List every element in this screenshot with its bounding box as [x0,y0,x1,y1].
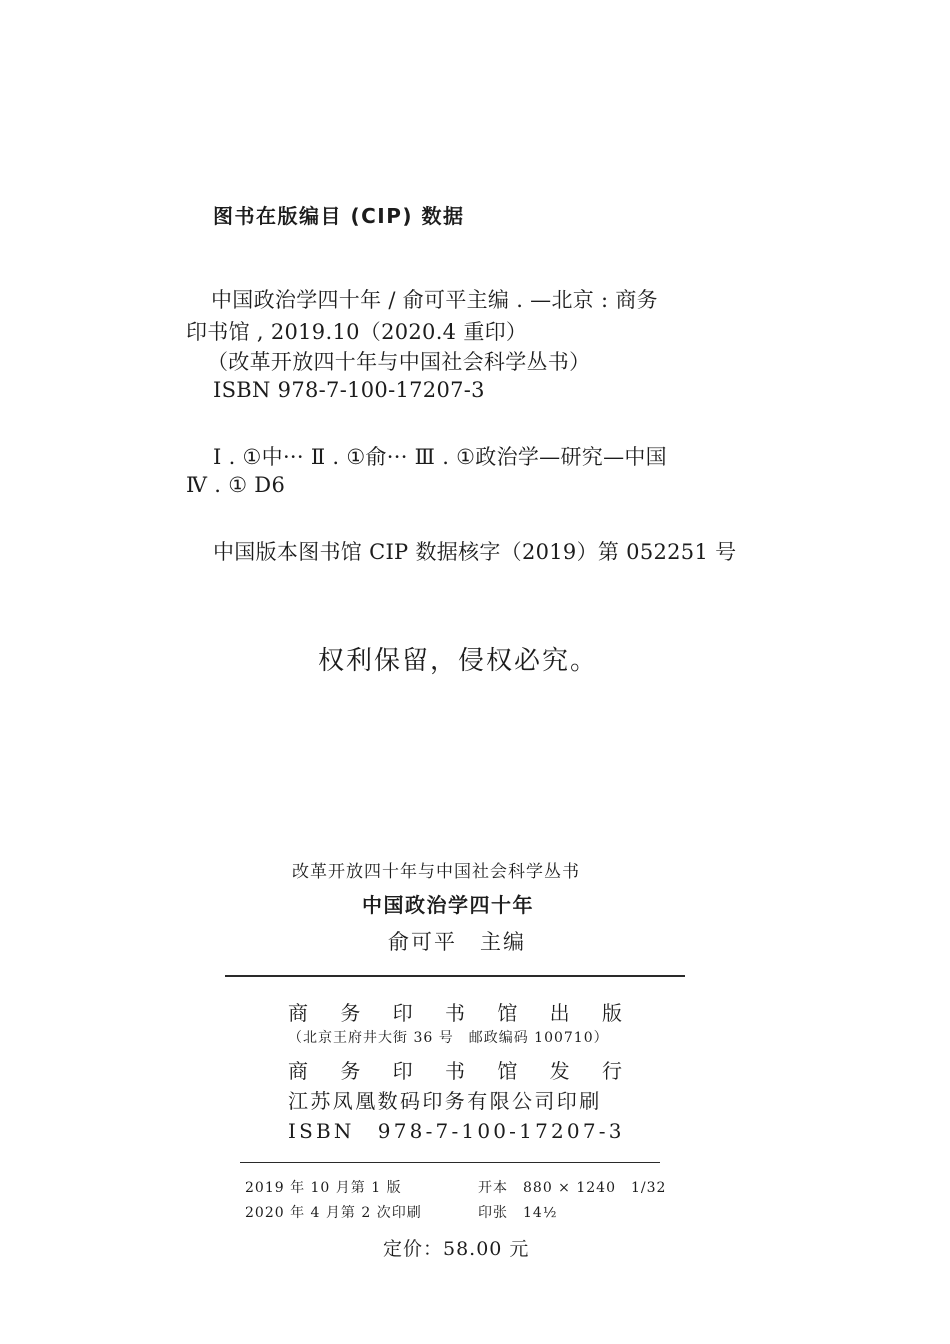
distributor-char: 发 [549,1059,570,1083]
publisher-char: 书 [444,1001,465,1025]
publisher-char: 版 [601,1001,622,1025]
colophon-series: 改革开放四十年与中国社会科学丛书 [292,862,580,882]
distributor-char: 务 [340,1059,361,1083]
colophon-book-title: 中国政治学四十年 [362,893,534,917]
colophon-publisher [288,997,622,1026]
distributor-char: 商 [288,1059,308,1083]
colophon-bottom-rule [240,1162,660,1163]
format-info: 开本 880 × 1240 1/32 [478,1180,667,1196]
rights-notice: 权利保留，侵权必究。 [318,646,599,676]
cip-classification-line: Ⅰ . ①中··· Ⅱ . ①俞··· Ⅲ . ①政治学—研究—中国 [213,445,667,469]
publisher-char: 务 [340,1001,361,1025]
distributor-char: 书 [444,1059,465,1083]
edition-info: 2019 年 10 月第 1 版 [245,1180,402,1196]
distributor-char: 行 [601,1059,622,1083]
cip-heading: 图书在版编目 (CIP) 数据 [213,204,465,228]
cip-isbn-line: ISBN 978-7-100-17207-3 [213,378,485,402]
colophon-isbn: ISBN 978-7-100-17207-3 [288,1119,625,1143]
sheets-info: 印张 14½ [478,1205,558,1221]
cip-series-line: （改革开放四十年与中国社会科学丛书） [207,350,591,374]
publisher-address: （北京王府井大街 36 号 邮政编码 100710） [288,1030,609,1046]
cip-publisher-line: 印书馆 , 2019.10（2020.4 重印） [186,320,528,344]
price: 定价：58.00 元 [383,1238,530,1260]
publisher-char: 商 [288,1001,308,1025]
colophon-printer: 江苏凤凰数码印务有限公司印刷 [288,1089,602,1113]
cip-title-line: 中国政治学四十年 / 俞可平主编 . —北京 : 商务 [211,288,658,312]
colophon-top-rule [225,975,685,977]
cip-classification-code-line: Ⅳ . ① D6 [186,473,286,497]
printing-info: 2020 年 4 月第 2 次印刷 [245,1205,422,1221]
publisher-char: 印 [392,1001,413,1025]
colophon-distributor [288,1055,622,1084]
colophon-editor: 俞可平 主编 [388,930,526,954]
publisher-char: 馆 [497,1001,518,1025]
cip-record-number-line: 中国版本图书馆 CIP 数据核字（2019）第 052251 号 [213,540,737,564]
publisher-char: 出 [549,1001,570,1025]
distributor-char: 馆 [497,1059,518,1083]
distributor-char: 印 [392,1059,413,1083]
